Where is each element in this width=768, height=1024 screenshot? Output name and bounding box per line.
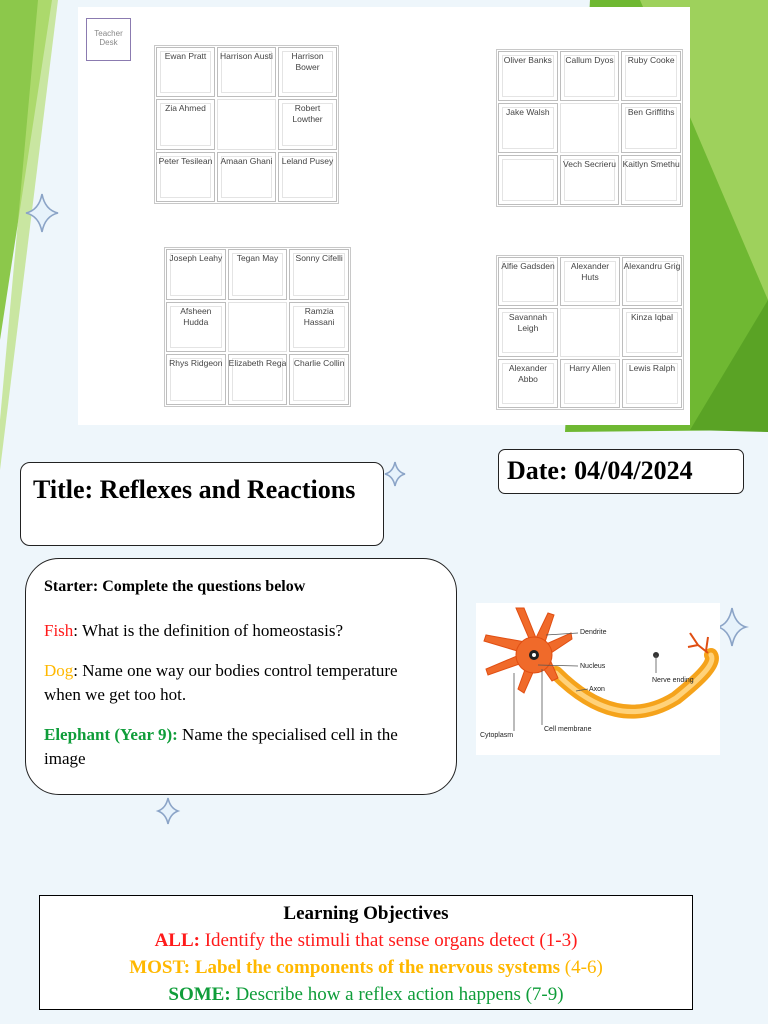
elephant-question: Elephant (Year 9): Name the specialised cell in the image xyxy=(44,725,398,768)
cell-membrane-label: Cell membrane xyxy=(544,726,592,733)
empty-seat xyxy=(228,302,288,353)
seat: Kinza Iqbal xyxy=(622,308,682,357)
seat: Alfie Gadsden xyxy=(498,257,558,306)
seat: Robert Lowther xyxy=(278,99,337,149)
seat: Harry Allen xyxy=(560,359,620,408)
seat: Leland Pusey xyxy=(278,152,337,202)
fish-question: Fish: What is the definition of homeostasis? xyxy=(44,621,344,640)
dendrite-label: Dendrite xyxy=(580,629,607,636)
seat: Alexander Abbo xyxy=(498,359,558,408)
neuron-image xyxy=(476,603,720,755)
empty-seat xyxy=(217,99,276,149)
seat: Savannah Leigh xyxy=(498,308,558,357)
seat-group-3 xyxy=(164,247,351,407)
empty-seat xyxy=(560,103,620,153)
seat: Afsheen Hudda xyxy=(166,302,226,353)
seat: Charlie Collin xyxy=(289,354,349,405)
seat: Lewis Ralph xyxy=(622,359,682,408)
nerve-ending-label: Nerve ending xyxy=(652,677,694,684)
objectives-heading: Learning Objectives xyxy=(283,903,449,924)
seat: Alexander Huts xyxy=(560,257,620,306)
objective-some: SOME: Describe how a reflex action happens (7-9) xyxy=(168,984,564,1005)
seat: Tegan May xyxy=(228,249,288,300)
neuron-diagram xyxy=(476,603,720,755)
seat: Harrison Austi xyxy=(217,47,276,97)
seat: Vech Secrieru xyxy=(560,155,620,205)
seat: Oliver Banks xyxy=(498,51,558,101)
seat: Ramzia Hassani xyxy=(289,302,349,353)
nucleus-label: Nucleus xyxy=(580,663,606,670)
empty-seat xyxy=(560,308,620,357)
seating-plan xyxy=(78,7,690,425)
objective-most: MOST: Label the components of the nervous systems (4-6) xyxy=(129,957,603,978)
seat: Amaan Ghani xyxy=(217,152,276,202)
seat: Peter Tesilean xyxy=(156,152,215,202)
seat-group-2 xyxy=(496,49,683,207)
objective-all: ALL: Identify the stimuli that sense organs detect (1-3) xyxy=(154,930,578,951)
cytoplasm-label: Cytoplasm xyxy=(480,732,514,739)
learning-objectives xyxy=(39,895,693,1010)
dog-question: Dog: Name one way our bodies control temperature when we get too hot. xyxy=(44,661,398,704)
seat: Callum Dyos xyxy=(560,51,620,101)
lesson-title: Title: Reflexes and Reactions xyxy=(20,462,384,546)
seat xyxy=(498,155,558,205)
seat: Alexandru Grig xyxy=(622,257,682,306)
seat: Ben Griffiths xyxy=(621,103,681,153)
seat: Elizabeth Rega xyxy=(228,354,288,405)
seat: Zia Ahmed xyxy=(156,99,215,149)
seat: Ewan Pratt xyxy=(156,47,215,97)
seat: Jake Walsh xyxy=(498,103,558,153)
seat-group-4 xyxy=(496,255,684,410)
seat-group-1 xyxy=(154,45,339,204)
seat: Harrison Bower xyxy=(278,47,337,97)
starter-card xyxy=(25,558,457,795)
starter-heading: Starter: Complete the questions below xyxy=(44,578,306,595)
lesson-date: Date: 04/04/2024 xyxy=(498,449,744,494)
seat: Kaitlyn Smethu xyxy=(621,155,681,205)
teacher-desk: Teacher Desk xyxy=(86,18,131,61)
seat: Sonny Cifelli xyxy=(289,249,349,300)
seat: Rhys Ridgeon xyxy=(166,354,226,405)
axon-label: Axon xyxy=(589,686,605,693)
seat: Ruby Cooke xyxy=(621,51,681,101)
seat: Joseph Leahy xyxy=(166,249,226,300)
